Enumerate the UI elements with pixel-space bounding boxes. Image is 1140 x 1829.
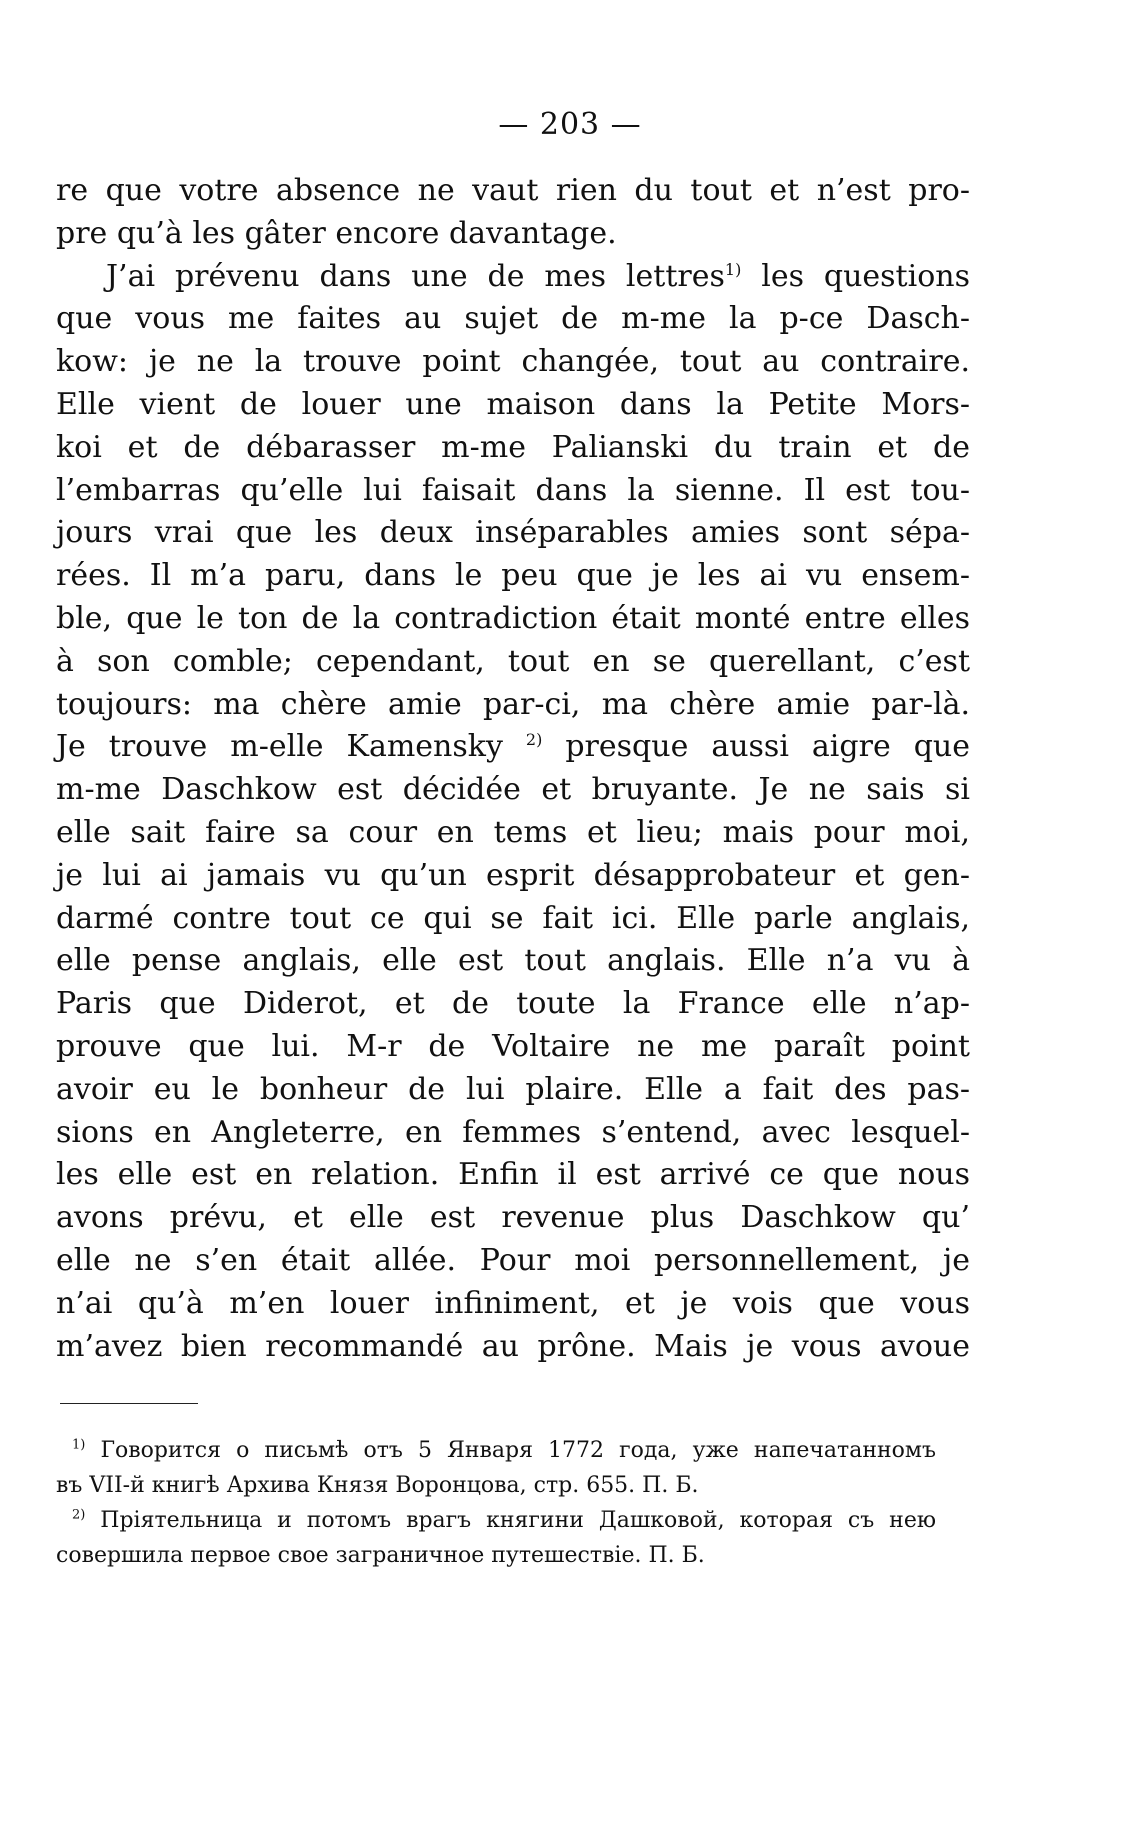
text-line: à son comble; cependant, tout en se querellant, c’est bbox=[56, 643, 970, 679]
text-line-start: Je trouve m-elle Kamensky bbox=[56, 729, 503, 765]
text-line: avons prévu, et elle est revenue plus Daschkow qu’ bbox=[56, 1200, 970, 1236]
text-line: koi et de débarasser m-me Palianski du train et de bbox=[56, 429, 970, 465]
footnote-line bbox=[56, 1503, 936, 1538]
text-line: elle ne s’en était allée. Pour moi personnellement, je bbox=[56, 1242, 970, 1278]
text-line bbox=[56, 256, 970, 299]
footnote-1-marker: 1) bbox=[72, 1437, 86, 1453]
text-line-end: presque aussi aigre que bbox=[542, 729, 970, 765]
body-text bbox=[56, 170, 970, 1368]
text-line: ble, que le ton de la contradiction était monté entre elles bbox=[56, 600, 970, 636]
text-line: rées. Il m’a paru, dans le peu que je les ai vu ensem- bbox=[56, 558, 970, 594]
text-line: avoir eu le bonheur de lui plaire. Elle a fait des pas- bbox=[56, 1071, 970, 1107]
footnote-line: совершила первое свое заграничное путешествіе. П. Б. bbox=[56, 1543, 705, 1568]
text-line: prouve que lui. M-r de Voltaire ne me paraît point bbox=[56, 1028, 970, 1064]
text-line: toujours: ma chère amie par-ci, ma chère amie par-là. bbox=[56, 686, 970, 722]
footnote-marker-2: 2) bbox=[525, 730, 543, 750]
text-line: jours vrai que les deux inséparables amies sont sépa- bbox=[56, 515, 970, 551]
text-line: pre qu’à les gâter encore davantage. bbox=[56, 215, 617, 251]
text-line: kow: je ne la trouve point changée, tout au contraire. bbox=[56, 344, 970, 380]
text-line: les elle est en relation. Enfin il est arrivé ce que nous bbox=[56, 1157, 970, 1193]
text-line: elle sait faire sa cour en tems et lieu; mais pour moi, bbox=[56, 814, 970, 850]
text-line: elle pense anglais, elle est tout anglais. Elle n’a vu à bbox=[56, 943, 970, 979]
text-line-start: J’ai prévenu dans une de mes lettres bbox=[106, 258, 725, 294]
text-line: n’ai qu’à m’en louer infiniment, et je vois que vous bbox=[56, 1285, 970, 1321]
text-line: l’embarras qu’elle lui faisait dans la sienne. Il est tou- bbox=[56, 472, 970, 508]
text-line: darmé contre tout ce qui se fait ici. Elle parle anglais, bbox=[56, 900, 970, 936]
text-line: que vous me faites au sujet de m-me la p-ce Dasch- bbox=[56, 301, 970, 337]
text-line: re que votre absence ne vaut rien du tout et n’est pro- bbox=[56, 173, 970, 208]
footnote-2-text: Пріятельница и потомъ врагъ княгини Дашковой, которая съ нею bbox=[100, 1508, 936, 1533]
footnote-1-text: Говорится о письмѣ отъ 5 Января 1772 года, уже напечатанномъ bbox=[100, 1438, 936, 1463]
footnote-separator bbox=[60, 1403, 198, 1404]
text-line: m’avez bien recommandé au prône. Mais je vous avoue bbox=[56, 1328, 970, 1364]
text-line: Paris que Diderot, et de toute la France elle n’ap- bbox=[56, 986, 970, 1022]
text-line bbox=[56, 726, 970, 769]
text-line: Elle vient de louer une maison dans la Petite Mors- bbox=[56, 386, 970, 422]
text-line: m-me Daschkow est décidée et bruyante. Je ne sais si bbox=[56, 772, 970, 808]
footnote-line bbox=[56, 1433, 936, 1468]
text-line: je lui ai jamais vu qu’un esprit désapprobateur et gen- bbox=[56, 857, 970, 893]
footnote-marker-1: 1) bbox=[724, 259, 742, 279]
text-line: sions en Angleterre, en femmes s’entend, avec lesquel- bbox=[56, 1114, 970, 1150]
footnotes bbox=[56, 1433, 936, 1573]
footnote-line: въ VII-й книгѣ Архива Князя Воронцова, стр. 655. П. Б. bbox=[56, 1473, 699, 1498]
page-number: — 203 — bbox=[498, 107, 642, 142]
footnote-2-marker: 2) bbox=[72, 1507, 86, 1523]
text-line-end: les questions bbox=[741, 258, 970, 294]
